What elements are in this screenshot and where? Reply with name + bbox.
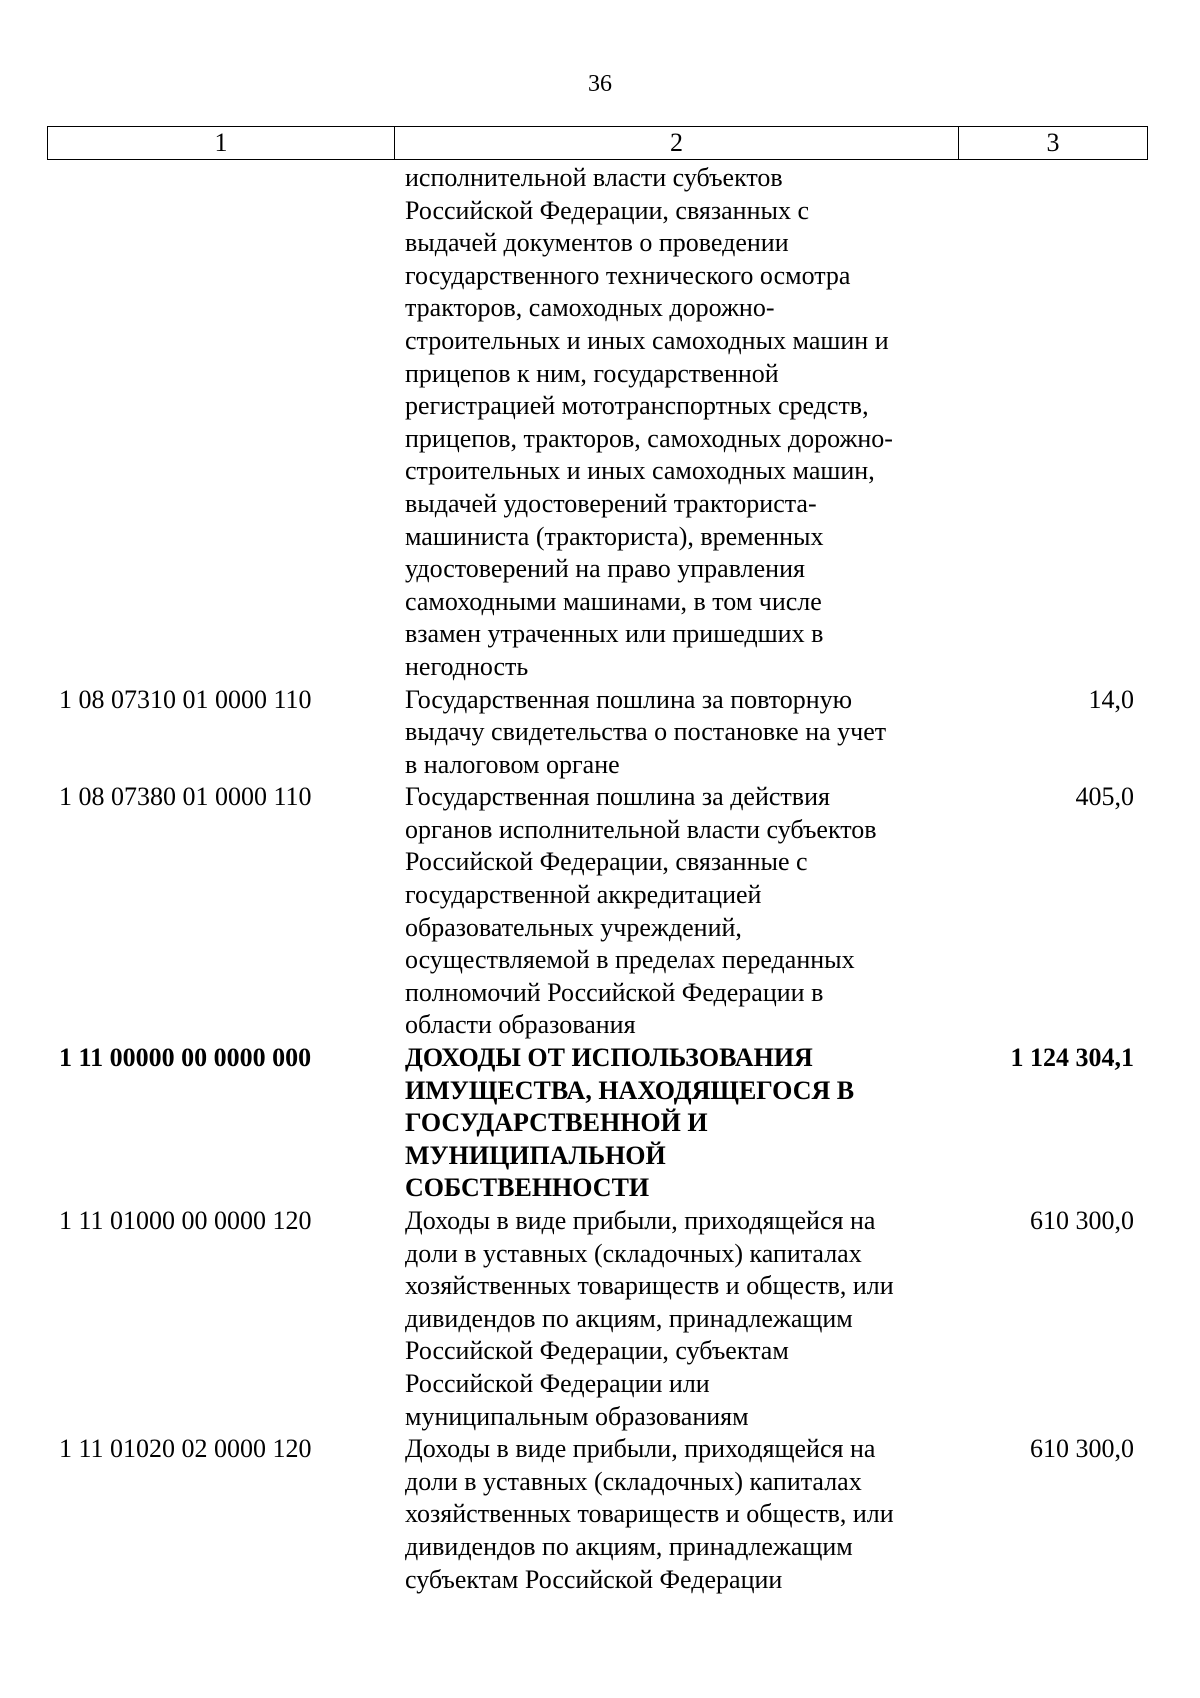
description-line: образовательных учреждений,: [405, 912, 742, 942]
row-amount: 1 124 304,1: [1010, 1043, 1134, 1073]
table-row: [47, 684, 1144, 782]
description-line: Российской Федерации, субъектам: [405, 1336, 789, 1366]
description-line: ГОСУДАРСТВЕННОЙ И: [405, 1108, 708, 1138]
description-line: СОБСТВЕННОСТИ: [405, 1173, 650, 1203]
table-body: [47, 162, 1144, 1596]
description-line: МУНИЦИПАЛЬНОЙ: [405, 1140, 666, 1170]
table-row: [47, 1433, 1144, 1596]
description-line: хозяйственных товариществ и обществ, или: [405, 1271, 894, 1301]
description-line: дивидендов по акциям, принадлежащим: [405, 1303, 853, 1333]
row-description: [393, 1042, 956, 1205]
description-line: ИМУЩЕСТВА, НАХОДЯЩЕГОСЯ В: [405, 1075, 855, 1105]
description-line: прицепов, тракторов, самоходных дорожно-: [405, 423, 893, 453]
description-line: государственной аккредитацией: [405, 880, 762, 910]
description-line: дивидендов по акциям, принадлежащим: [405, 1531, 853, 1561]
description-line: Российской Федерации или: [405, 1368, 710, 1398]
row-code: 1 11 01000 00 0000 120: [59, 1206, 312, 1235]
table-row: [47, 162, 1144, 684]
row-amount: 610 300,0: [1030, 1206, 1134, 1235]
row-description: [393, 162, 956, 684]
description-line: доли в уставных (складочных) капиталах: [405, 1466, 862, 1496]
description-line: строительных и иных самоходных машин и: [405, 325, 889, 355]
description-line: самоходными машинами, в том числе: [405, 586, 822, 616]
header-col-code: 1: [48, 127, 395, 160]
description-line: регистрацией мототранспортных средств,: [405, 391, 869, 421]
table-row: [47, 781, 1144, 1042]
row-description: [393, 781, 956, 1042]
description-line: ДОХОДЫ ОТ ИСПОЛЬЗОВАНИЯ: [405, 1043, 813, 1073]
row-amount: 405,0: [1075, 782, 1134, 812]
description-line: хозяйственных товариществ и обществ, или: [405, 1499, 894, 1529]
row-amount: 610 300,0: [1030, 1434, 1134, 1464]
description-line: тракторов, самоходных дорожно-: [405, 293, 775, 323]
description-line: осуществляемой в пределах переданных: [405, 945, 855, 975]
description-line: органов исполнительной власти субъектов: [405, 814, 877, 844]
description-line: государственного технического осмотра: [405, 260, 851, 290]
row-code: [47, 162, 393, 684]
description-line: выдачей удостоверений тракториста-: [405, 488, 817, 518]
header-row: [48, 127, 1148, 160]
description-line: негодность: [405, 651, 529, 681]
description-line: прицепов к ним, государственной: [405, 358, 779, 388]
description-line: Государственная пошлина за повторную: [405, 684, 853, 714]
table-header: [47, 126, 1148, 160]
description-line: исполнительной власти субъектов: [405, 163, 783, 192]
row-description: [393, 1205, 956, 1433]
description-line: выдачу свидетельства о постановке на учет: [405, 717, 887, 747]
description-line: доли в уставных (складочных) капиталах: [405, 1238, 862, 1268]
description-line: взамен утраченных или пришедших в: [405, 619, 824, 649]
description-line: области образования: [405, 1010, 636, 1040]
row-description: [393, 1433, 956, 1596]
row-code: 1 08 07310 01 0000 110: [59, 684, 312, 714]
row-amount: 14,0: [1088, 684, 1134, 714]
table-row: [47, 1205, 1144, 1433]
row-description: [393, 684, 956, 782]
description-line: Российской Федерации, связанных с: [405, 195, 810, 225]
description-line: Государственная пошлина за действия: [405, 782, 830, 812]
header-col-amount: 3: [959, 127, 1148, 160]
description-line: выдачей документов о проведении: [405, 228, 789, 258]
row-code: 1 11 00000 00 0000 000: [59, 1043, 312, 1073]
description-line: удостоверений на право управления: [405, 554, 805, 584]
description-line: Доходы в виде прибыли, приходящейся на: [405, 1206, 876, 1235]
description-line: субъектам Российской Федерации: [405, 1564, 783, 1594]
description-line: муниципальным образованиям: [405, 1401, 749, 1431]
description-line: строительных и иных самоходных машин,: [405, 456, 875, 486]
description-line: Доходы в виде прибыли, приходящейся на: [405, 1434, 876, 1464]
header-col-name: 2: [395, 127, 959, 160]
description-line: в налоговом органе: [405, 749, 620, 779]
description-line: машиниста (тракториста), временных: [405, 521, 824, 551]
page-number: 36: [588, 71, 612, 97]
row-code: 1 08 07380 01 0000 110: [59, 782, 312, 812]
row-code: 1 11 01020 02 0000 120: [59, 1434, 312, 1464]
table-row: [47, 1042, 1144, 1205]
description-line: полномочий Российской Федерации в: [405, 977, 824, 1007]
description-line: Российской Федерации, связанные с: [405, 847, 808, 877]
row-amount: [956, 162, 1144, 684]
